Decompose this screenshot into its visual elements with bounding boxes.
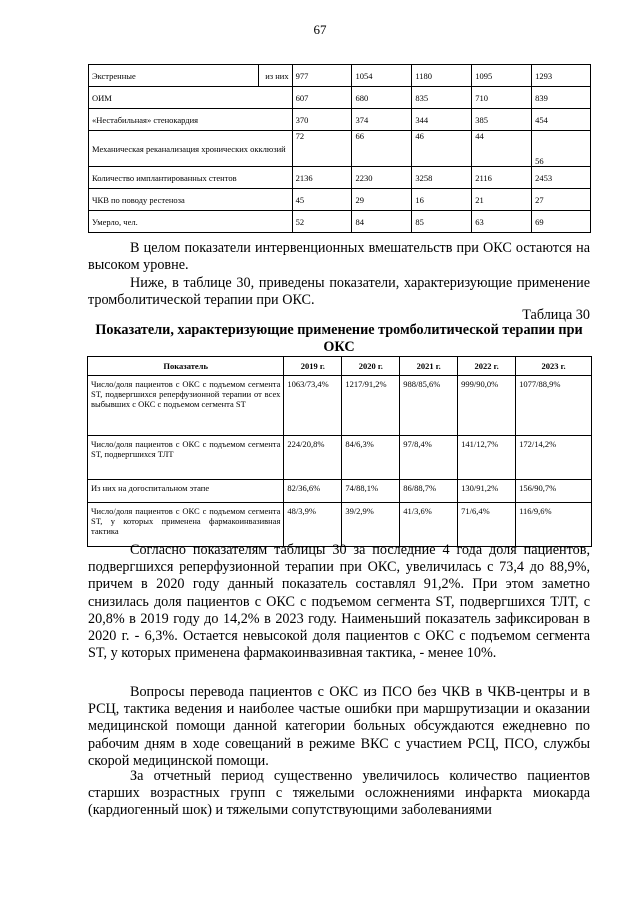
cell-value: 82/36,6% (284, 480, 342, 503)
table-label: Таблица 30 (522, 307, 590, 323)
thrombolytic-table (87, 356, 592, 547)
paragraph-3: Согласно показателям таблицы 30 за последние 4 года доля пациентов, подвергшихся реперфузионной терапии при ОКС, увеличилась с 73,4 до 88,9%, причем в 2020 году данный показатель составлял 91,2%. При этом заметно снизилась доля пациентов с ОКС с подъемом сегмента ST, подвергшихся ТЛТ, с 20,8% в 2019 году до 14,2% в 2023 году. Наименьший показатель зафиксирован в 2020 г. - 6,3%. Остается невысокой доля пациентов с ОКС с подъемом сегмента ST, у которых применена фармакоинвазивная тактика, - менее 10%. (88, 542, 590, 662)
row-label: Механическая реканализация хронических окклюзий (89, 131, 293, 167)
cell-value: 72 (292, 131, 352, 167)
cell-value: 16 (412, 189, 472, 211)
cell-value: 1077/88,9% (516, 376, 592, 436)
cell-value: 66 (352, 131, 412, 167)
table-row (88, 503, 592, 547)
column-header: 2020 г. (342, 357, 400, 376)
cell-value: 48/3,9% (284, 503, 342, 547)
row-label: Экстренные (89, 65, 259, 87)
table-row (89, 65, 591, 87)
cell-value: 2453 (532, 167, 591, 189)
cell-value: 84/6,3% (342, 436, 400, 480)
row-label: ОИМ (89, 87, 293, 109)
cell-value: 3258 (412, 167, 472, 189)
cell-value: 172/14,2% (516, 436, 592, 480)
table-row (89, 167, 591, 189)
cell-value: 27 (532, 189, 591, 211)
cell-value: 74/88,1% (342, 480, 400, 503)
cell-value: 86/88,7% (400, 480, 458, 503)
cell-value: 839 (532, 87, 591, 109)
cell-value: 2116 (472, 167, 532, 189)
cell-value: 454 (532, 109, 591, 131)
table-row (89, 87, 591, 109)
paragraph-4: Вопросы перевода пациентов с ОКС из ПСО без ЧКВ в ЧКВ-центры и в РСЦ, тактика ведения и наиболее частые ошибки при маршрутизации и оказании медицинской помощи данной категории больных обсуждаются ежедневно по рабочим дням в ходе совещаний в режиме ВКС с участием РСЦ, ПСО, службы скорой медицинской помощи. (88, 684, 590, 769)
paragraph-1: В целом показатели интервенционных вмешательств при ОКС остаются на высоком уровне. (88, 240, 590, 274)
interventions-table (88, 64, 591, 233)
cell-value: 29 (352, 189, 412, 211)
cell-value: 45 (292, 189, 352, 211)
table-row (89, 131, 591, 167)
row-sublabel: из них (258, 65, 292, 87)
row-label: Количество имплантированных стентов (89, 167, 293, 189)
table-row (88, 376, 592, 436)
cell-value: 44 (472, 131, 532, 167)
table-row (88, 436, 592, 480)
cell-value: 2136 (292, 167, 352, 189)
cell-value: 97/8,4% (400, 436, 458, 480)
table-row (89, 109, 591, 131)
column-header: Показатель (88, 357, 284, 376)
row-label: ЧКВ по поводу рестеноза (89, 189, 293, 211)
paragraph-2: Ниже, в таблице 30, приведены показатели, характеризующие применение тромболитической терапии при ОКС. (88, 275, 590, 309)
row-label: Из них на догоспитальном этапе (88, 480, 284, 503)
cell-value: 2230 (352, 167, 412, 189)
cell-value: 1063/73,4% (284, 376, 342, 436)
cell-value: 130/91,2% (458, 480, 516, 503)
column-header: 2023 г. (516, 357, 592, 376)
cell-value: 1293 (532, 65, 591, 87)
cell-value: 46 (412, 131, 472, 167)
row-label: Число/доля пациентов с ОКС с подъемом сегмента ST, у которых применена фармакоинвазивная тактика (88, 503, 284, 547)
cell-value: 1217/91,2% (342, 376, 400, 436)
cell-value: 370 (292, 109, 352, 131)
cell-value: 1095 (472, 65, 532, 87)
cell-value: 607 (292, 87, 352, 109)
cell-value: 156/90,7% (516, 480, 592, 503)
paragraph-5: За отчетный период существенно увеличилось количество пациентов старших возрастных групп с тяжелыми осложнениями инфаркта миокарда (кардиогенный шок) и тяжелыми сопутствующими заболеваниями (88, 768, 590, 819)
table-title: Показатели, характеризующие применение тромболитической терапии при ОКС (95, 322, 583, 355)
cell-value: 344 (412, 109, 472, 131)
row-label: Число/доля пациентов с ОКС с подъемом сегмента ST, подвергшихся ТЛТ (88, 436, 284, 480)
cell-value: 988/85,6% (400, 376, 458, 436)
cell-value: 1054 (352, 65, 412, 87)
cell-value: 680 (352, 87, 412, 109)
cell-value: 835 (412, 87, 472, 109)
cell-value: 999/90,0% (458, 376, 516, 436)
cell-value: 71/6,4% (458, 503, 516, 547)
cell-value: 710 (472, 87, 532, 109)
page-number: 67 (313, 22, 327, 37)
column-header: 2019 г. (284, 357, 342, 376)
cell-value: 21 (472, 189, 532, 211)
cell-value: 52 (292, 211, 352, 233)
cell-value: 1180 (412, 65, 472, 87)
row-label: Число/доля пациентов с ОКС с подъемом сегмента ST, подвергшихся реперфузионной терапии от всех выбывших с ОКС с подъемом сегмента ST (88, 376, 284, 436)
cell-value: 224/20,8% (284, 436, 342, 480)
cell-value: 41/3,6% (400, 503, 458, 547)
column-header: 2022 г. (458, 357, 516, 376)
row-label: Умерло, чел. (89, 211, 293, 233)
cell-value: 141/12,7% (458, 436, 516, 480)
cell-value: 84 (352, 211, 412, 233)
cell-value: 385 (472, 109, 532, 131)
table-row (89, 211, 591, 233)
cell-value: 85 (412, 211, 472, 233)
cell-value: 977 (292, 65, 352, 87)
column-header: 2021 г. (400, 357, 458, 376)
cell-value: 56 (532, 131, 591, 167)
cell-value: 63 (472, 211, 532, 233)
table-row (88, 480, 592, 503)
cell-value: 39/2,9% (342, 503, 400, 547)
cell-value: 374 (352, 109, 412, 131)
row-label: «Нестабильная» стенокардия (89, 109, 293, 131)
cell-value: 69 (532, 211, 591, 233)
table-row (89, 189, 591, 211)
cell-value: 116/9,6% (516, 503, 592, 547)
